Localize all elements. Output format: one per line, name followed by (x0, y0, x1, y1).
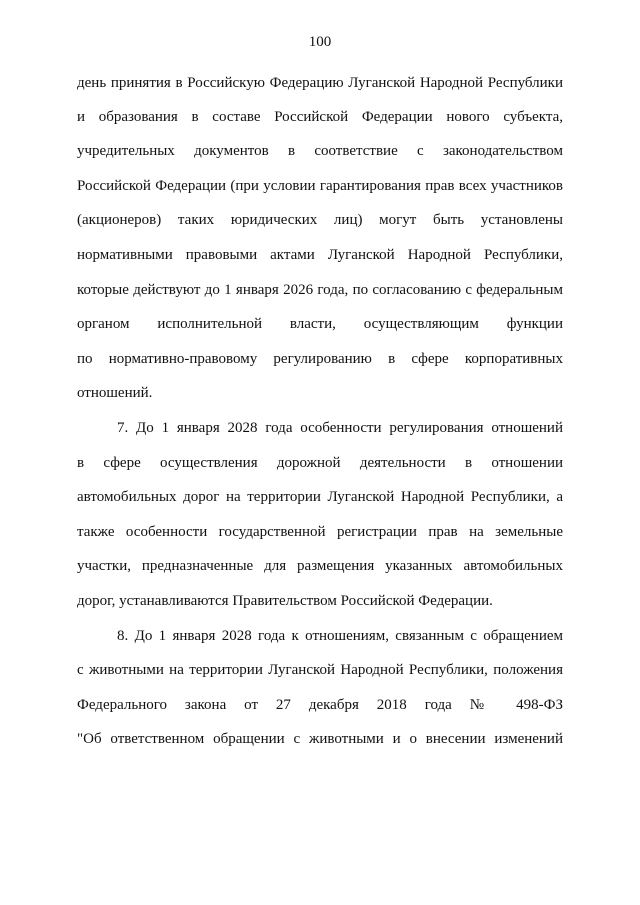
text-line: отношений. (77, 385, 153, 401)
text-line: нормативными правовыми актами Луганской Народной Республики, (77, 247, 563, 263)
paragraph-start-line: 8. До 1 января 2028 года к отношениям, связанным с обращением (117, 628, 563, 644)
text-line: в сфере осуществления дорожной деятельности в отношении (77, 455, 563, 471)
text-line: Российской Федерации (при условии гарантирования прав всех участников (77, 178, 563, 194)
text-line: с животными на территории Луганской Народной Республики, положения (77, 662, 563, 678)
text-line: участки, предназначенные для размещения указанных автомобильных (77, 558, 563, 574)
text-line: "Об ответственном обращении с животными и о внесении изменений (77, 731, 563, 747)
text-line: (акционеров) таких юридических лиц) могут быть установлены (77, 212, 563, 228)
text-line: учредительных документов в соответствие с законодательством (77, 143, 563, 159)
text-line: и образования в составе Российской Федерации нового субъекта, (77, 109, 563, 125)
text-line: по нормативно-правовому регулированию в сфере корпоративных (77, 351, 563, 367)
text-line: также особенности государственной регистрации прав на земельные (77, 524, 563, 540)
text-line: органом исполнительной власти, осуществляющим функции (77, 316, 563, 332)
text-line: Федерального закона от 27 декабря 2018 года № 498-ФЗ (77, 697, 563, 713)
text-line: которые действуют до 1 января 2026 года, по согласованию с федеральным (77, 282, 563, 298)
text-line: день принятия в Российскую Федерацию Луганской Народной Республики (77, 75, 563, 91)
text-line: автомобильных дорог на территории Луганской Народной Республики, а (77, 489, 563, 505)
text-line: дорог, устанавливаются Правительством Российской Федерации. (77, 593, 493, 609)
paragraph-start-line: 7. До 1 января 2028 года особенности регулирования отношений (117, 420, 563, 436)
page-number: 100 (308, 34, 332, 50)
